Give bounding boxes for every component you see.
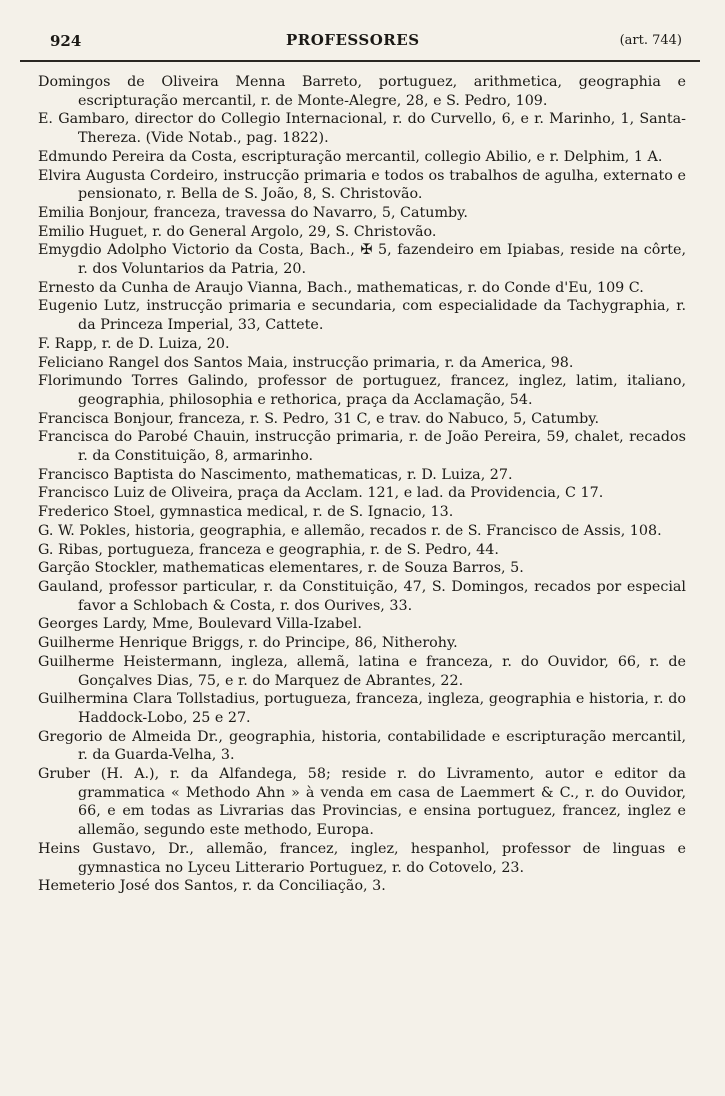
directory-entry: Edmundo Pereira da Costa, escripturação mercantil, collegio Abilio, e r. Delphim, 1 A. [38,148,663,165]
directory-listing [38,73,686,896]
directory-entry: G. W. Pokles, historia, geographia, e allemão, recados r. de S. Francisco de Assis, 108. [38,522,662,539]
directory-entry: G. Ribas, portugueza, franceza e geographia, r. de S. Pedro, 44. [38,541,499,558]
directory-entry: Guilherme Heistermann, ingleza, allemã, latina e franceza, r. do Ouvidor, 66, r. de Gonçalves Dias, 75, e r. do Marquez de Abrantes, 22. [38,653,686,689]
directory-entry: Francisca Bonjour, franceza, r. S. Pedro, 31 C, e trav. do Nabuco, 5, Catumby. [38,410,599,427]
directory-entry: Domingos de Oliveira Menna Barreto, portuguez, arithmetica, geographia e escripturação mercantil, r. de Monte-Alegre, 28, e S. Pedro, 109. [38,74,686,109]
directory-entry: Emilio Huguet, r. do General Argolo, 29, S. Christovão. [38,223,437,240]
page-number: 924 [50,32,82,50]
directory-entry: Elvira Augusta Cordeiro, instrucção primaria e todos os trabalhos de agulha, externato e pensionato, r. Bella de S. João, 8, S. Christovão. [38,167,686,203]
directory-entry: Eugenio Lutz, instrucção primaria e secundaria, com especialidade da Tachygraphia, r. da Princeza Imperial, 33, Cattete. [38,298,686,334]
header-rule [20,60,700,62]
page-title: PROFESSORES [286,31,420,49]
directory-entry: Hemeterio José dos Santos, r. da Conciliação, 3. [38,878,386,895]
directory-entry: Guilherme Henrique Briggs, r. do Principe, 86, Nitherohy. [38,635,458,652]
directory-entry: Ernesto da Cunha de Araujo Vianna, Bach., mathematicas, r. do Conde d'Eu, 109 C. [38,279,644,296]
directory-entry: Emilia Bonjour, franceza, travessa do Navarro, 5, Catumby. [38,204,468,221]
directory-entry: Florimundo Torres Galindo, professor de portuguez, francez, inglez, latim, italiano, geographia, philosophia e rethorica, praça da Acclamação, 54. [38,373,686,408]
directory-entry: E. Gambaro, director do Collegio Internacional, r. do Curvello, 6, e r. Marinho, 1, Santa-Thereza. (Vide Notab., pag. 1822). [38,111,686,147]
directory-entry: Heins Gustavo, Dr., allemão, francez, inglez, hespanhol, professor de linguas e gymnastica no Lyceu Litterario Portuguez, r. do Cotovelo, 23. [38,840,686,876]
directory-entry: Garção Stockler, mathematicas elementares, r. de Souza Barros, 5. [38,560,524,577]
directory-entry: Gruber (H. A.), r. da Alfandega, 58; reside r. do Livramento, autor e editor da grammatica « Methodo Ahn » à venda em casa de Laemmert & C., r. do Ouvidor, 66, e em todas as Livrarias das Provincias, e ensina portuguez, francez, inglez e allemão, segundo este methodo, Europa. [38,766,686,839]
article-reference: (art. 744) [619,33,682,48]
directory-entry: Emygdio Adolpho Victorio da Costa, Bach., ✠ 5, fazendeiro em Ipiabas, reside na côrte, r. dos Voluntarios da Patria, 20. [38,242,686,278]
directory-entry: F. Rapp, r. de D. Luiza, 20. [38,335,230,352]
directory-entry: Feliciano Rangel dos Santos Maia, instrucção primaria, r. da America, 98. [38,354,574,371]
page-header [50,28,692,54]
directory-entry: Frederico Stoel, gymnastica medical, r. de S. Ignacio, 13. [38,504,454,521]
directory-entry: Francisca do Parobé Chauin, instrucção primaria, r. de João Pereira, 59, chalet, recados r. da Constituição, 8, armarinho. [38,429,686,465]
directory-entry: Georges Lardy, Mme, Boulevard Villa-Izabel. [38,616,362,633]
directory-entry: Francisco Baptista do Nascimento, mathematicas, r. D. Luiza, 27. [38,466,513,483]
directory-entry: Guilhermina Clara Tollstadius, portugueza, franceza, ingleza, geographia e historia, r. do Haddock-Lobo, 25 e 27. [38,691,686,726]
directory-entry: Gregorio de Almeida Dr., geographia, historia, contabilidade e escripturação mercantil, r. da Guarda-Velha, 3. [38,728,686,764]
directory-entry: Francisco Luiz de Oliveira, praça da Acclam. 121, e lad. da Providencia, C 17. [38,485,604,502]
directory-entry: Gauland, professor particular, r. da Constituição, 47, S. Domingos, recados por especial favor a Schlobach & Costa, r. dos Ourives, 33. [38,578,686,614]
